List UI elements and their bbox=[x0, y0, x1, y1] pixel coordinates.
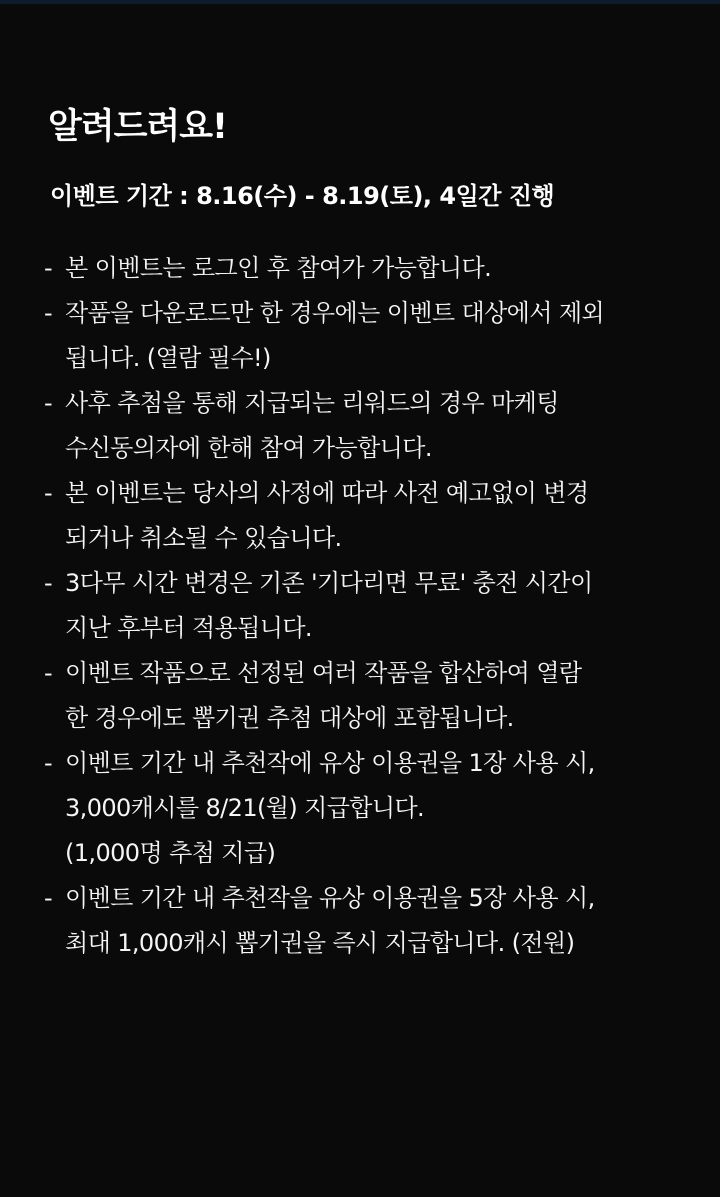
notice-item-text: 본 이벤트는 당사의 사정에 따라 사전 예고없이 변경 되거나 취소될 수 있습니다. bbox=[65, 479, 589, 552]
notice-item-login bbox=[44, 246, 680, 291]
notice-item-text: 작품을 다운로드만 한 경우에는 이벤트 대상에서 제외 됩니다. (열람 필수!) bbox=[65, 299, 605, 372]
notice-item-text: 이벤트 기간 내 추천작에 유상 이용권을 1장 사용 시, 3,000캐시를 8/21(월) 지급합니다. (1,000명 추첨 지급) bbox=[65, 749, 595, 867]
notice-item-change-notice bbox=[44, 471, 680, 561]
notice-item-marketing-consent bbox=[44, 381, 680, 471]
notice-item-combined-reading bbox=[44, 651, 680, 741]
notice-list bbox=[44, 246, 680, 966]
bullet-dash: - bbox=[44, 389, 53, 417]
bullet-dash: - bbox=[44, 749, 53, 777]
notice-title: 알려드려요! bbox=[48, 107, 228, 147]
notice-item-text: 이벤트 기간 내 추천작을 유상 이용권을 5장 사용 시, 최대 1,000캐시 뽑기권을 즉시 지급합니다. (전원) bbox=[65, 884, 595, 957]
bullet-dash: - bbox=[44, 299, 53, 327]
bullet-dash: - bbox=[44, 479, 53, 507]
event-period: 이벤트 기간 : 8.16(수) - 8.19(토), 4일간 진행 bbox=[50, 182, 555, 210]
notice-item-text: 이벤트 작품으로 선정된 여러 작품을 합산하여 열람 한 경우에도 뽑기권 추첨 대상에 포함됩니다. bbox=[65, 659, 582, 732]
notice-item-text: 본 이벤트는 로그인 후 참여가 가능합니다. bbox=[65, 254, 492, 282]
notice-item-text: 사후 추첨을 통해 지급되는 리워드의 경우 마케팅 수신동의자에 한해 참여 가능합니다. bbox=[65, 389, 559, 462]
bullet-dash: - bbox=[44, 884, 53, 912]
notice-item-wait-free bbox=[44, 561, 680, 651]
notice-item-five-ticket-reward bbox=[44, 876, 680, 966]
notice-item-text: 3다무 시간 변경은 기존 '기다리면 무료' 충전 시간이 지난 후부터 적용됩니다. bbox=[65, 569, 593, 642]
notice-item-one-ticket-reward bbox=[44, 741, 680, 876]
bullet-dash: - bbox=[44, 659, 53, 687]
bullet-dash: - bbox=[44, 254, 53, 282]
notice-item-download-excluded bbox=[44, 291, 680, 381]
bullet-dash: - bbox=[44, 569, 53, 597]
